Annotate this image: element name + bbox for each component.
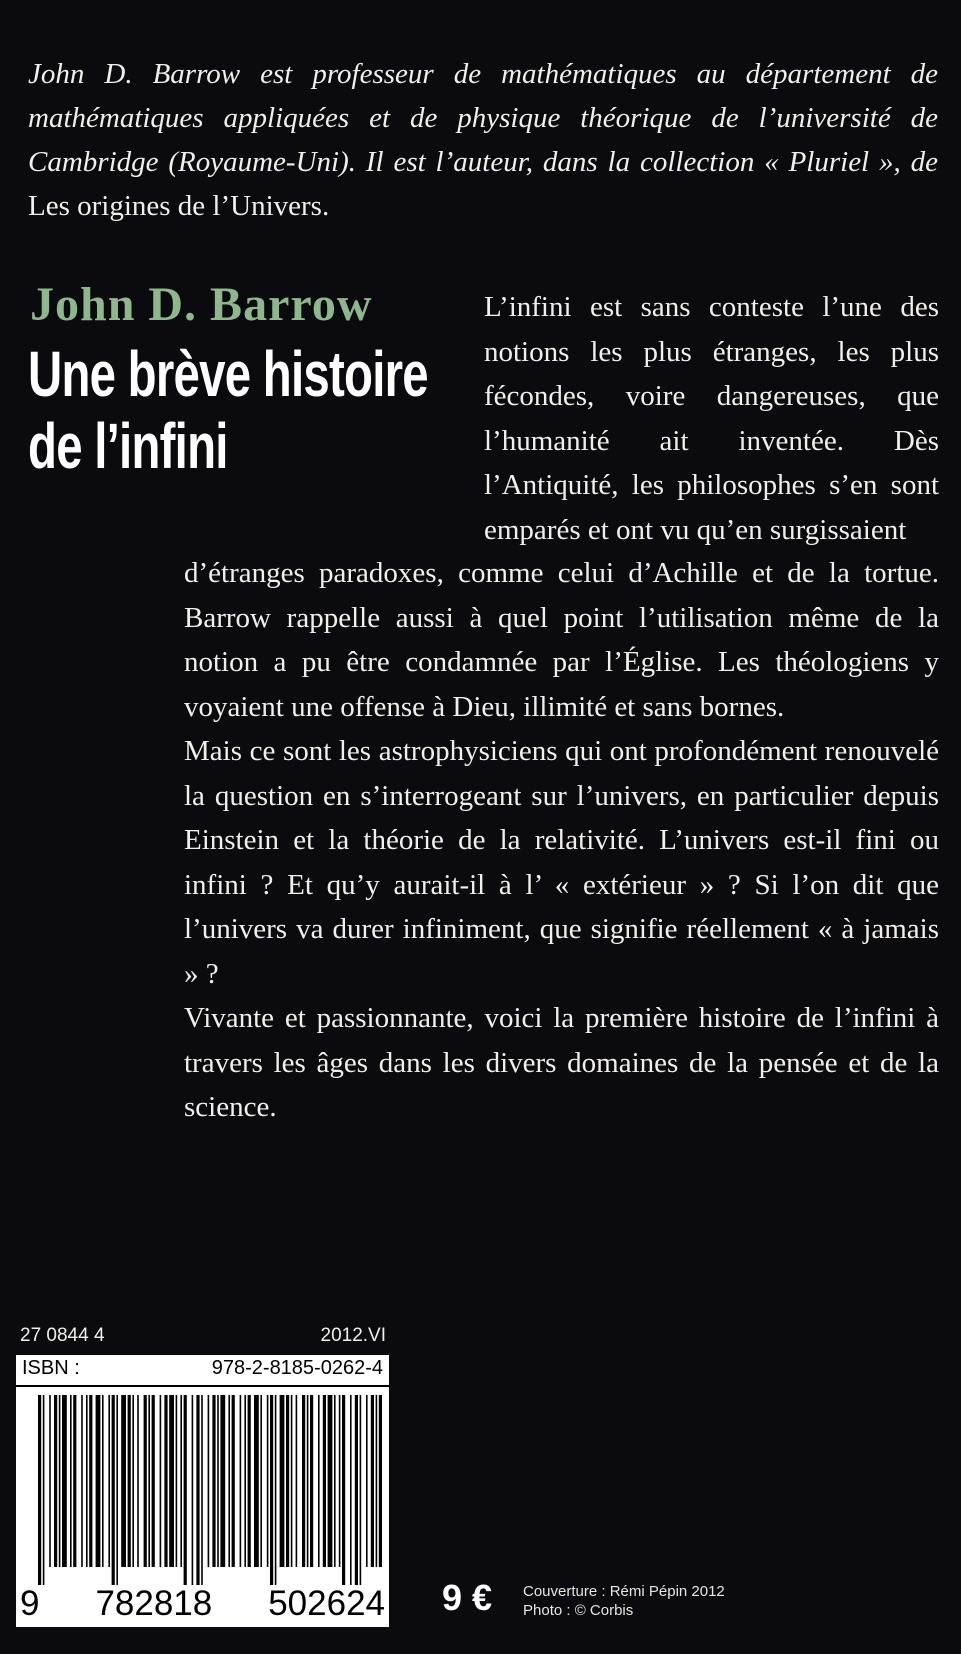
ean-digits-left: 782818 xyxy=(95,1584,213,1623)
credits xyxy=(523,1582,725,1620)
author-bio-text: John D. Barrow est professeur de mathématiques au département de mathématiques appliquées et de physique théorique de l’université de Cambridge (Royaume-Uni). Il est l’auteur, dans la collection « Pluriel », de xyxy=(28,58,938,178)
isbn-label: ISBN : xyxy=(22,1357,80,1379)
description-body xyxy=(184,551,939,1130)
description-intro-text: L’infini est sans conteste l’une des notions les plus étranges, les plus fécondes, voire dangereuses, que l’humanité ait inventée. Dès l’Antiquité, les philosophes s’en sont emparés et ont vu qu’en surgissaient xyxy=(484,291,939,546)
bio-book-title: Les origines de l’Univers. xyxy=(28,190,330,222)
book-title-line-1: Une brève histoire xyxy=(28,338,428,410)
catalog-code: 27 0844 4 xyxy=(20,1325,105,1346)
description-paragraph-1: d’étranges paradoxes, comme celui d’Achille et de la tortue. Barrow rappelle aussi à quel point l’utilisation même de la notion a pu être condamnée par l’Église. Les théologiens y voyaient une offense à Dieu, illimité et sans bornes. xyxy=(184,557,939,723)
ean-digits-right: 502624 xyxy=(268,1584,385,1623)
edition-code: 2012.VI xyxy=(320,1325,386,1346)
description-paragraph-3: Vivante et passionnante, voici la première histoire de l’infini à travers les âges dans les divers domaines de la pensée et de la science. xyxy=(184,1002,939,1123)
ean-digit-prefix: 9 xyxy=(20,1584,40,1623)
author-bio xyxy=(28,52,938,228)
isbn-number: 978-2-8185-0262-4 xyxy=(211,1357,383,1379)
book-title-line-2: de l’infini xyxy=(28,410,228,482)
isbn-row xyxy=(22,1357,383,1380)
barcode-label xyxy=(16,1355,389,1627)
catalog-codes xyxy=(20,1325,386,1347)
ean-digits xyxy=(20,1585,385,1623)
description-intro xyxy=(484,285,939,552)
price: 9 € xyxy=(442,1577,493,1618)
author-name: John D. Barrow xyxy=(30,278,373,331)
photo-credit: Photo : © Corbis xyxy=(523,1602,634,1619)
description-paragraph-2: Mais ce sont les astrophysiciens qui ont profondément renouvelé la question en s’interrogeant sur l’univers, en particulier depuis Einstein et la théorie de la relativité. L’univers est-il fini ou infini ? Et qu’y aurait-il à l’ « extérieur » ? Si l’on dit que l’univers va durer infiniment, que signifie réellement « à jamais » ? xyxy=(184,735,939,990)
cover-credit: Couverture : Rémi Pépin 2012 xyxy=(523,1583,725,1600)
isbn-divider xyxy=(16,1385,389,1387)
book-title xyxy=(28,338,428,482)
barcode-icon xyxy=(38,1395,382,1585)
